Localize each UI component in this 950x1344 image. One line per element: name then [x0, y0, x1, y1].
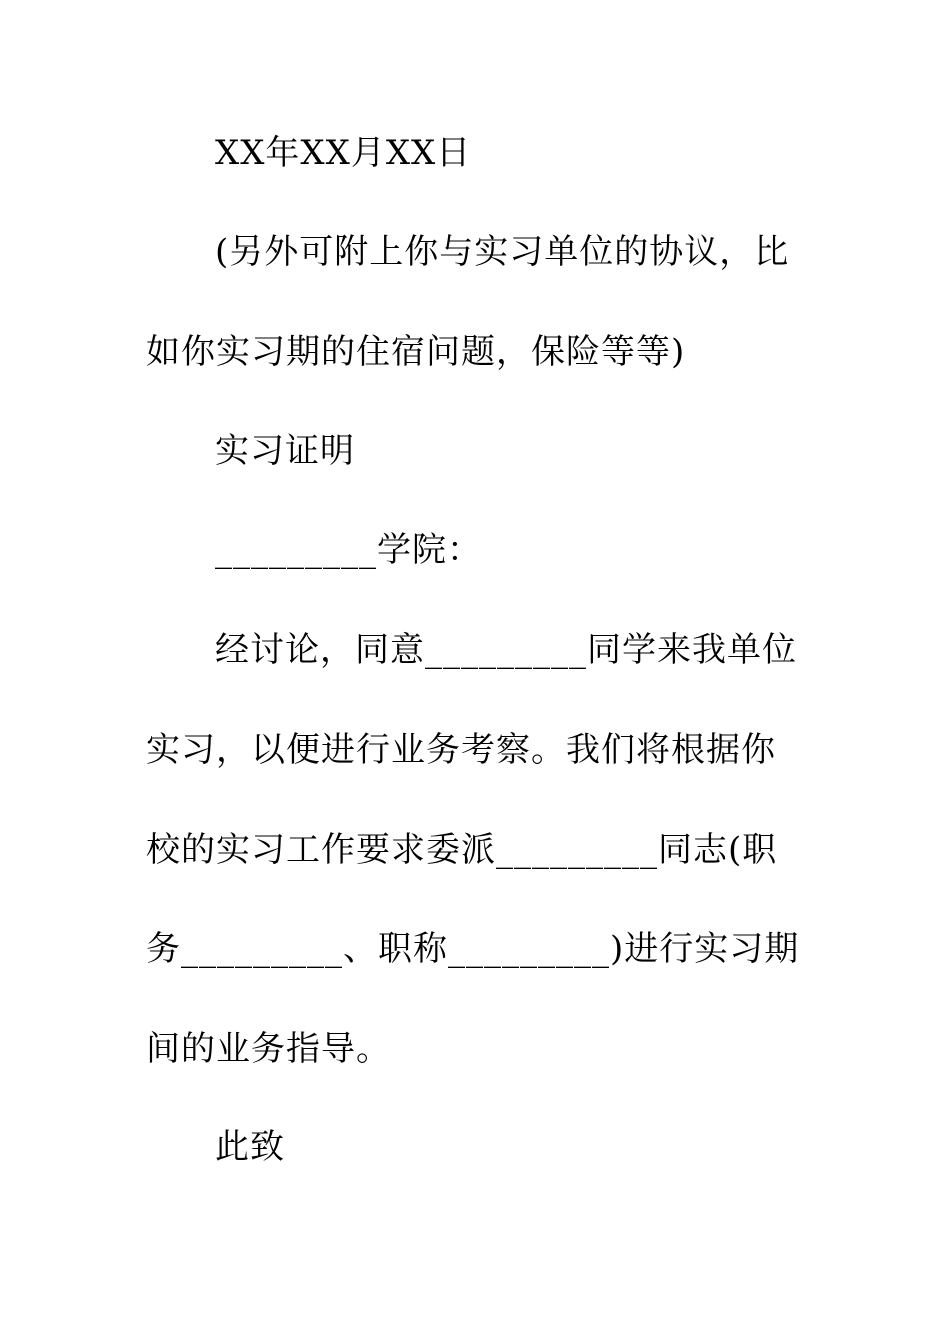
- body-line-1: 经讨论，同意_________同学来我单位: [215, 630, 797, 670]
- body-line-3: 校的实习工作要求委派_________同志(职: [146, 830, 778, 870]
- body-line-4: 务_________、职称_________)进行实习期: [146, 929, 800, 969]
- closing-line: 此致: [215, 1127, 285, 1167]
- note-line-2: 如你实习期的住宿问题，保险等等): [146, 332, 686, 372]
- certificate-title: 实习证明: [215, 431, 355, 471]
- addressee-line: _________学院：: [215, 530, 482, 570]
- note-line-1: (另外可附上你与实习单位的协议，比: [215, 232, 790, 272]
- date-line: XX年XX月XX日: [215, 133, 472, 173]
- body-line-5: 间的业务指导。: [146, 1029, 391, 1069]
- body-line-2: 实习，以便进行业务考察。我们将根据你: [146, 730, 776, 770]
